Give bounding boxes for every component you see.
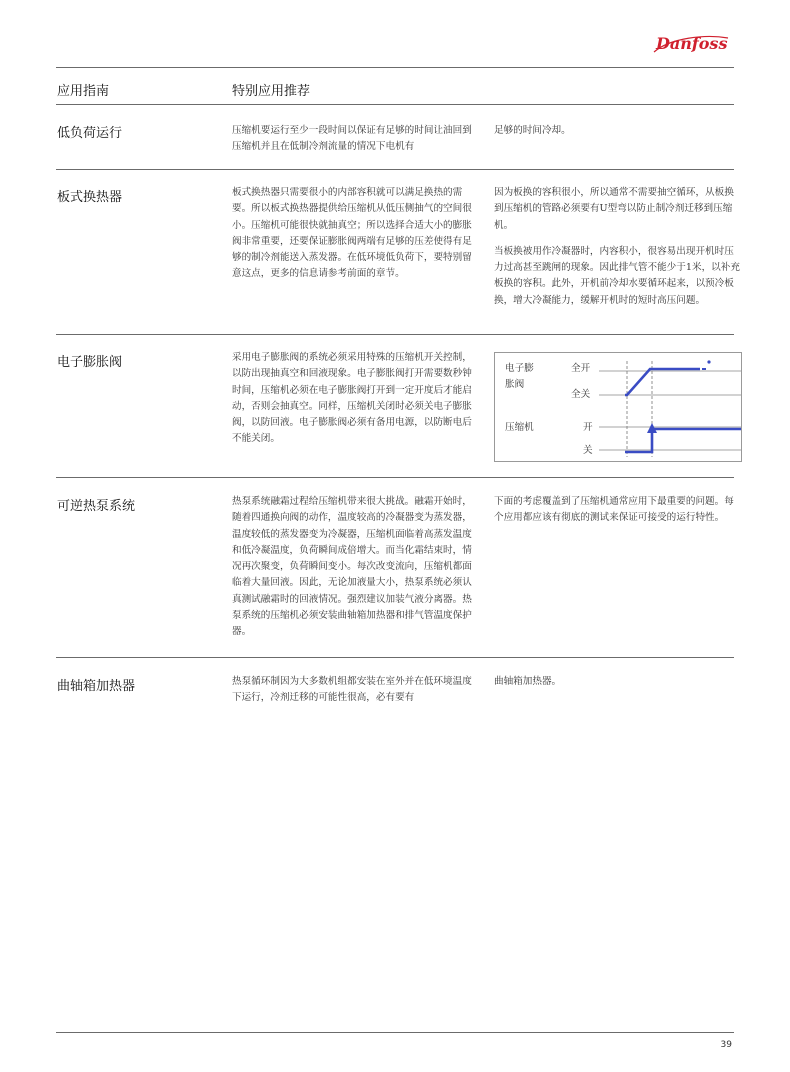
paragraph: 热泵系统融霜过程给压缩机带来很大挑战。融霜开始时，随着四通换向阀的动作，温度较高的冷凝器变为蒸发器，温度较低的蒸发器变为冷凝器，压缩机面临着高蒸发温度和低冷凝温度，负荷瞬间成倍增大。而当化霜结束时，情况再次聚变，负荷瞬间变小。每次改变流向，压缩机都面临着大量回液。因此，无论加液量大小，热泵系统必须认真测试融霜时的回液情况。强烈建议加装气液分离器。热泵系统的压缩机必须安装曲轴箱加热器和排气管温度保护器。 <box>232 496 472 638</box>
danfoss-logo <box>650 30 732 58</box>
valve-compressor-timing-diagram <box>494 352 742 462</box>
paragraph: 曲轴箱加热器。 <box>494 676 562 687</box>
section-plate-exchanger-col2 <box>494 185 740 319</box>
page-number: 39 <box>720 1040 732 1050</box>
section-title-crankcase-heater: 曲轴箱加热器 <box>57 679 136 694</box>
section-heat-pump-col2 <box>494 494 740 537</box>
header-rule <box>56 104 734 105</box>
diagram-label-compressor: 压缩机 <box>505 422 534 433</box>
section-rule <box>56 477 734 478</box>
section-rule <box>56 334 734 335</box>
diagram-comp-on-label: 开 <box>583 422 593 433</box>
valve-signal-dot <box>707 360 710 363</box>
paragraph: 采用电子膨胀阀的系统必须采用特殊的压缩机开关控制，以防出现抽真空和回液现象。电子膨胀阀打开需要数秒钟时间，压缩机必须在电子膨胀阀打开到一定开度后才能启动，否则会抽真空。同样，压缩机关闭时必须关电子膨胀阀，以防回液。电子膨胀阀必须有备用电源，以防断电后不能关闭。 <box>232 352 472 445</box>
footer-rule <box>56 1032 734 1033</box>
section-title-electronic-valve: 电子膨胀阀 <box>57 355 123 370</box>
paragraph: 板式换热器只需要很小的内部容积就可以满足换热的需要。所以板式换热器提供给压缩机从低压侧抽气的空间很小。压缩机可能很快就抽真空；所以选择合适大小的膨胀阀非常重要，还要保证膨胀阀两端有足够的压差使得有足够的制冷剂能送入蒸发器。在低环境低负荷下，要特别留意这点，更多的信息请参考前面的章节。 <box>232 187 472 280</box>
diagram-label-valve <box>505 361 541 393</box>
section-plate-exchanger-col1 <box>232 185 478 293</box>
diagram-comp-off-label: 关 <box>583 445 593 456</box>
section-heat-pump-col1 <box>232 494 478 651</box>
paragraph: 因为板换的容积很小，所以通常不需要抽空循环，从板换到压缩机的管路必须要有U型弯以防止制冷剂迁移到压缩机。 <box>494 187 734 231</box>
section-title-heat-pump: 可逆热泵系统 <box>57 499 136 514</box>
paragraph: 足够的时间冷却。 <box>494 125 571 136</box>
compressor-signal-line <box>625 429 741 452</box>
header-right-title: 特别应用推荐 <box>232 84 311 99</box>
diagram-valve-closed-label: 全关 <box>571 389 591 400</box>
valve-signal-line <box>625 369 700 395</box>
section-rule <box>56 169 734 170</box>
paragraph: 热泵循环制因为大多数机组都安装在室外并在低环境温度下运行，冷剂迁移的可能性很高，必有要有 <box>232 676 472 704</box>
paragraph: 下面的考虑覆盖到了压缩机通常应用下最重要的问题。每个应用都应该有彻底的测试来保证可接受的运行特性。 <box>494 496 734 524</box>
section-crankcase-heater-col2 <box>494 674 740 700</box>
paragraph: 当板换被用作冷凝器时，内容积小，很容易出现开机时压力过高甚至跳闸的现象。因此排气管不能少于1米，以补充板换的容积。此外，开机前冷却水要循环起来，以预冷板换，增大冷凝能力，缓解开机时的短时高压问题。 <box>494 245 740 306</box>
section-low-load-col2 <box>494 123 740 149</box>
section-crankcase-heater-col1 <box>232 674 478 717</box>
section-title-low-load: 低负荷运行 <box>57 126 123 141</box>
svg-text:Danfoss: Danfoss <box>656 34 728 53</box>
section-rule <box>56 657 734 658</box>
section-electronic-valve-col1 <box>232 350 478 458</box>
diagram-label-valve-text: 电子膨胀阀 <box>505 363 534 390</box>
diagram-valve-open-label: 全开 <box>571 363 591 374</box>
section-title-plate-exchanger: 板式换热器 <box>57 190 123 205</box>
section-low-load-col1 <box>232 123 478 166</box>
header-left-title: 应用指南 <box>57 84 110 99</box>
paragraph: 压缩机要运行至少一段时间以保证有足够的时间让油回到压缩机并且在低制冷剂流量的情况下电机有 <box>232 125 472 153</box>
top-rule <box>56 67 734 68</box>
